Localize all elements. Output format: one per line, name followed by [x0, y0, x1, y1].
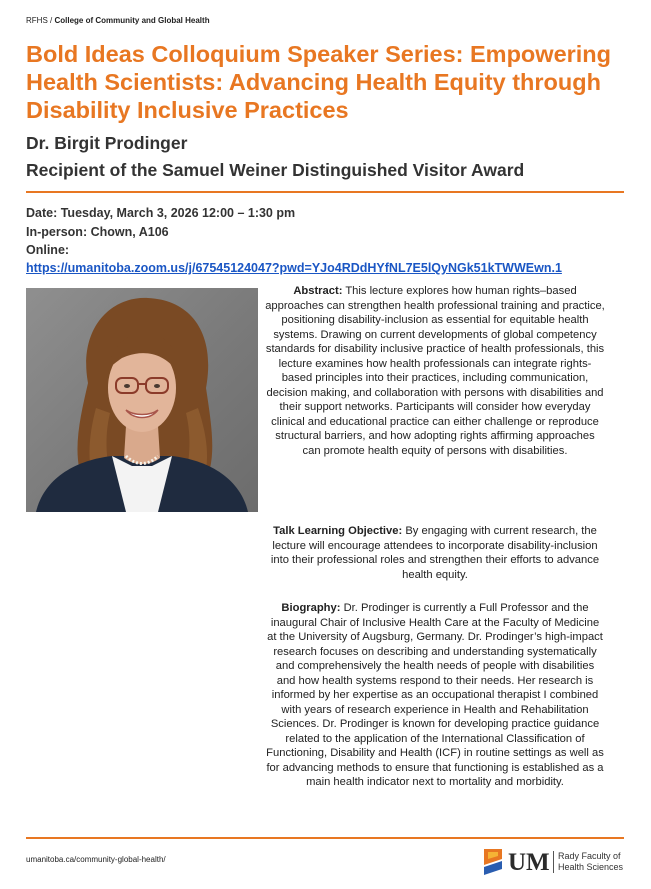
- abstract-text: This lecture explores how human rights–based approaches can strengthen health professional training and practice, positioning disability-inclusion as essential for equitable health systems. Drawing on current developments of global competency standards for disability inclusive practice of health professionals, this lecture examines how health professionals can integrate rights-based principles into their practices, including communication, decision making, and collaboration with persons with disabilities and their support networks. Participants will consider how everyday clinical and educational practice can either challenge or reproduce structural barriers, and how adopting rights affirming approaches can promote health equity of persons with disabilities.: [265, 285, 605, 457]
- zoom-link[interactable]: https://umanitoba.zoom.us/j/67545124047?pwd=YJo4RDdHYfNL7E5lQyNGk51kTWWEwn.1: [26, 261, 562, 275]
- logo-abbr: UM: [508, 849, 550, 876]
- biography-label: Biography:: [281, 602, 341, 614]
- footer-url[interactable]: umanitoba.ca/community-global-health/: [26, 855, 166, 864]
- biography-text: Dr. Prodinger is currently a Full Professor and the inaugural Chair of Inclusive Health Care at the Faculty of Medicine at the University of Augsburg, Germany. Dr. Prodinger’s high-impact research focuses on describing and understanding systematically and comprehensively the health needs of people with disabilities and how health systems respond to their needs. Her research is informed by her expertise as an occupational therapist I combined with years of research experience in Health and Rehabilitation Sciences. Dr. Prodinger is known for developing practice guidance related to the application of the International Classification of Functioning, Disability and Health (ICF) in routine settings as well as for advancing methods to ensure that functioning is established as a main health indicator next to mortality and morbidity.: [266, 602, 604, 788]
- speaker-photo: [26, 288, 258, 512]
- logo-line-1: Rady Faculty of: [558, 851, 621, 861]
- abstract-label: Abstract:: [293, 285, 343, 297]
- event-location: In-person: Chown, A106: [26, 225, 169, 239]
- logo-divider: [553, 851, 554, 873]
- um-logo[interactable]: [482, 847, 632, 879]
- abstract-section: [265, 284, 605, 458]
- divider-top: [26, 191, 624, 193]
- breadcrumb: [26, 16, 210, 25]
- page-title: Bold Ideas Colloquium Speaker Series: Empowering Health Scientists: Advancing Health Equity through Disability Inclusive Practices: [26, 41, 612, 123]
- speaker-name: Dr. Birgit Prodinger: [26, 133, 188, 153]
- breadcrumb-separator: /: [47, 16, 55, 25]
- event-date: Date: Tuesday, March 3, 2026 12:00 – 1:30 pm: [26, 206, 296, 220]
- bison-shield-icon: [482, 847, 504, 877]
- award-title: Recipient of the Samuel Weiner Distinguished Visitor Award: [26, 160, 525, 180]
- logo-line-2: Health Sciences: [558, 862, 624, 872]
- breadcrumb-prefix[interactable]: RFHS: [26, 16, 48, 25]
- breadcrumb-current: College of Community and Global Health: [54, 16, 210, 25]
- divider-bottom: [26, 837, 624, 839]
- logo-text: [558, 851, 623, 873]
- objective-label: Talk Learning Objective:: [273, 525, 403, 537]
- event-online-label: Online:: [26, 243, 70, 257]
- objective-text: By engaging with current research, the lecture will encourage attendees to incorporate disability-inclusion into their professional roles and strengthen their efforts to advance health equity.: [270, 525, 600, 581]
- portrait-illustration: [26, 288, 258, 512]
- objective-section: [265, 524, 605, 582]
- biography-section: [265, 601, 605, 790]
